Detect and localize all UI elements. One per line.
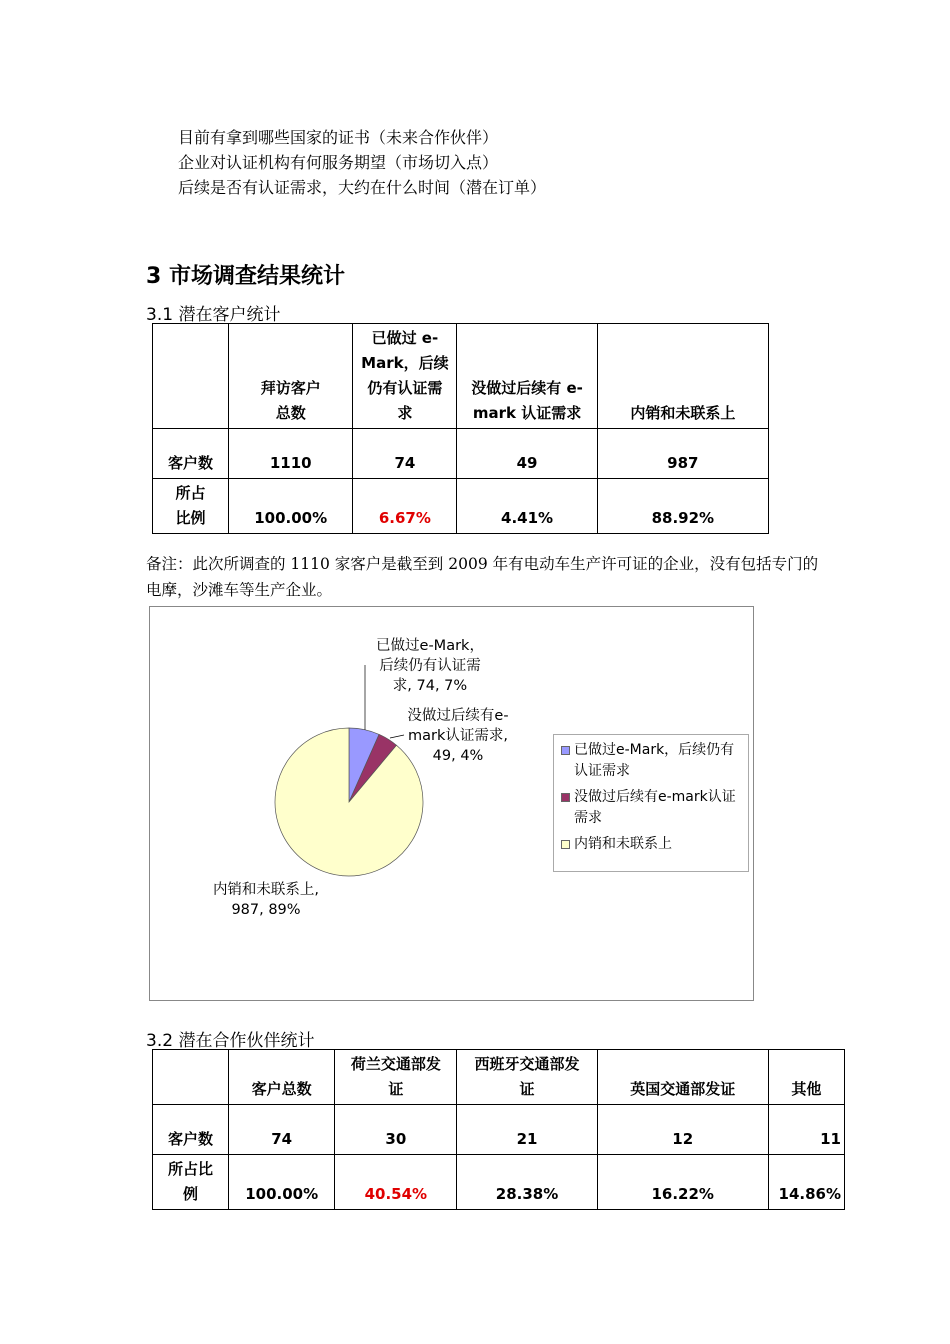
table-cell: 74 [353,429,457,479]
table-cell: 21 [457,1105,597,1155]
table-cell: 88.92% [597,479,768,534]
legend-item [554,787,744,829]
chart-legend [553,734,749,872]
table-cell: 74 [229,1105,335,1155]
intro-line-3: 后续是否有认证需求，大约在什么时间（潜在订单） [178,178,547,197]
table-row [153,1155,845,1210]
intro-line-2: 企业对认证机构有何服务期望（市场切入点） [178,153,499,172]
table1-header-cell: 已做过 e- Mark，后续 仍有认证需 求 [353,324,457,429]
legend-swatch [561,746,570,755]
table2-header-cell: 其他 [768,1050,844,1105]
table-cell: 100.00% [229,1155,335,1210]
potential-partner-table [152,1049,845,1210]
legend-item [554,834,744,855]
table2-header-cell: 英国交通部发证 [597,1050,768,1105]
table2-header-cell: 西班牙交通部发 证 [457,1050,597,1105]
table-cell: 11 [768,1105,844,1155]
legend-swatch [561,840,570,849]
table-cell: 100.00% [229,479,353,534]
table-row [153,1105,845,1155]
table-cell: 所占 比例 [153,479,229,534]
subsection-title-1: 3.1 潜在客户统计 [146,305,281,325]
section-title: 3 市场调查结果统计 [146,264,345,289]
legend-label: 内销和未联系上 [574,836,672,852]
table-cell-highlight: 40.54% [335,1155,457,1210]
table-cell: 12 [597,1105,768,1155]
table2-header-row [153,1050,845,1105]
table-cell: 所占比 例 [153,1155,229,1210]
table-cell: 1110 [229,429,353,479]
table-cell: 987 [597,429,768,479]
pie-data-label-1: 已做过e-Mark， 后续仍有认证需 求, 74, 7% [376,638,484,694]
pie-data-label-3: 内销和未联系上, 987, 89% [212,882,320,918]
table-cell: 16.22% [597,1155,768,1210]
table1-header-cell: 内销和未联系上 [597,324,768,429]
table-cell: 28.38% [457,1155,597,1210]
table-cell: 4.41% [457,479,597,534]
intro-line-1: 目前有拿到哪些国家的证书（未来合作伙伴） [178,128,499,147]
table-cell: 30 [335,1105,457,1155]
table-cell: 14.86% [768,1155,844,1210]
legend-label: 没做过后续有e-mark认证需求 [574,789,736,826]
table-cell-highlight: 6.67% [353,479,457,534]
table2-header-cell: 客户总数 [229,1050,335,1105]
legend-item [554,740,744,782]
table2-header-cell [153,1050,229,1105]
table-cell: 49 [457,429,597,479]
legend-label: 已做过e-Mark，后续仍有认证需求 [574,742,735,779]
legend-swatch [561,793,570,802]
table-cell: 客户数 [153,1105,229,1155]
table1-header-cell: 拜访客户 总数 [229,324,353,429]
table-cell: 客户数 [153,429,229,479]
table2-header-cell: 荷兰交通部发 证 [335,1050,457,1105]
table-note: 备注：此次所调查的 1110 家客户是截至到 2009 年有电动车生产许可证的企业，没有包括专门的电摩，沙滩车等生产企业。 [146,555,819,599]
subsection-title-2: 3.2 潜在合作伙伴统计 [146,1031,315,1051]
pie-data-label-2: 没做过后续有e- mark认证需求, 49, 4% [407,708,509,764]
table1-header-cell: 没做过后续有 e- mark 认证需求 [457,324,597,429]
